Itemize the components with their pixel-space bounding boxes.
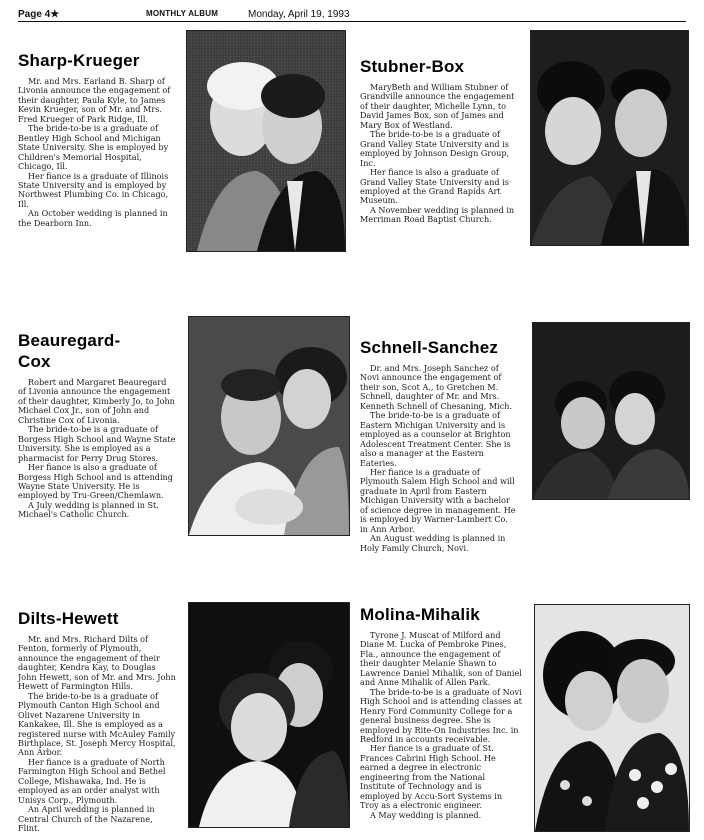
issue-date: Monday, April 19, 1993 (248, 9, 350, 20)
announcement-headline: Molina-Mihalik (360, 605, 480, 624)
announcement-paragraph: Her fiance is also a graduate of Borgess High School and is attending Wayne State University. He is employed by Tru-Green/Chemlawn. (18, 462, 173, 501)
announcement-paragraph: Mr. and Mrs. Richard Dilts of Fenton, formerly of Plymouth, announce the engagement of their daughter, Kendra Kay, to Douglas John Hewett, son of Mr. and Mrs. John Hewett of Farmington Hills. (18, 634, 176, 692)
announcement-paragraph: Her fiance is a graduate of North Farmington High School and Bethel College, Mishawaka, Ind. He is employed as an order analyst with Unisys Corp., Plymouth. (18, 756, 166, 805)
announcement-paragraph: The bride-to-be is a graduate of Grand Valley State University and is employed by Johnson Design Group, Inc. (360, 129, 510, 168)
announcement-sharp-krueger (18, 50, 176, 228)
announcement-stubner-box (360, 56, 518, 225)
announcement-paragraph: The bride-to-be is a graduate of Plymouth Canton High School and Olivet Nazarene University in Kankakee, Ill. She is employed as a registered nurse with McAuley Family Birthplace, St. Joseph Mercy Hospital, Ann Arbor. (18, 690, 176, 758)
couple-photo-dilts-hewett (188, 602, 350, 828)
announcement-headline: Dilts-Hewett (18, 609, 119, 628)
announcement-headline: Schnell-Sanchez (360, 338, 499, 357)
announcement-paragraph: The bride-to-be is a graduate of Novi High School and is attending classes at Henry Ford Community College for a general business degree. She is employed by Rite-On Industries Inc. in Redford in accounts receivable. (360, 686, 522, 744)
announcement-paragraph: MaryBeth and William Stubner of Grandville announce the engagement of their daughter, Michelle Lynn, to David James Box, son of James and Mary Box of Westland. (360, 82, 515, 130)
couple-photo-sharp-krueger (186, 30, 346, 252)
header-rule (18, 21, 686, 22)
announcement-dilts-hewett (18, 608, 176, 834)
announcement-paragraph: A May wedding is planned. (370, 809, 482, 820)
announcement-paragraph: The bride-to-be is a graduate of Borgess High School and Wayne State University. She is employed as a pharmacist for Perry Drug Stores. (18, 424, 176, 463)
announcement-paragraph: Her fiance is a graduate of Plymouth Salem High School and will graduate in April from Eastern Michigan University with a bachelor of science degree in management. He is employed by Warner-Lambert Co. in Ann Arbor. (360, 466, 516, 534)
headline-line: Beauregard- (18, 331, 121, 350)
announcement-paragraph: Her fiance is a graduate of Illinois State University and is employed by Northwest Plumbing Co. in Chicago, Ill. (18, 170, 169, 209)
announcement-paragraph: A November wedding is planned in Merriman Road Baptist Church. (360, 204, 515, 225)
couple-photo-molina-mihalik (534, 604, 690, 832)
announcement-paragraph: Dr. and Mrs. Joseph Sanchez of Novi announce the engagement of their son, Scot A., to Gretchen M. Schnell, daughter of Mr. and Mrs. Kenneth Schnell of Chesaning, Mich. (360, 363, 513, 411)
announcement-headline: Stubner-Box (360, 57, 465, 76)
announcement-molina-mihalik (360, 604, 522, 820)
announcement-paragraph: The bride-to-be is a graduate of Eastern Michigan University and is employed as a counselor at Brighton Adolescent Treatment Center. She is also a manager at the Eastern Eateries. (360, 410, 511, 468)
announcement-paragraph: A July wedding is planned in St. Michael's Catholic Church. (18, 499, 159, 520)
headline-line: Cox (18, 352, 51, 371)
couple-photo-beauregard-cox (188, 316, 350, 536)
announcement-paragraph: Her fiance is a graduate of St. Frances Cabrini High School. He earned a degree in electronic engineering from the National Institute of Technology and is employed by Accu-Sort Systems in Troy as a electronic engineer. (360, 743, 503, 811)
announcement-paragraph: An April wedding is planned in Central Church of the Nazarene, Flint. (18, 804, 155, 834)
couple-photo-stubner-box (530, 30, 689, 246)
announcement-paragraph: Tyrone J. Muscat of Milford and Diane M. Lucka of Pembroke Pines, Fla., announce the engagement of their daughter Melanie Shawn to Lawrence Daniel Mihalik, son of Daniel and Anne Mihalik of Allen Park. (360, 630, 522, 688)
announcement-paragraph: An August wedding is planned in Holy Family Church, Novi. (360, 533, 506, 553)
section-name: MONTHLY ALBUM (146, 9, 219, 18)
announcement-headline: Sharp-Krueger (18, 51, 140, 70)
announcement-beauregard-cox (18, 330, 176, 520)
couple-photo-schnell-sanchez (532, 322, 690, 500)
announcement-paragraph: Her fiance is also a graduate of Grand Valley State University and is employed at the Grand Rapids Art Museum. (360, 167, 509, 206)
page-number: Page 4★ (18, 9, 60, 20)
announcement-paragraph: The bride-to-be is a graduate of Bentley High School and Michigan State University. She is employed by Children's Memorial Hospital, Chicago, Ill. (18, 123, 169, 172)
page-header (0, 0, 704, 26)
announcement-schnell-sanchez (360, 337, 518, 553)
announcement-paragraph: Mr. and Mrs. Earland B. Sharp of Livonia announce the engagement of their daughter, Paula Kyle, to James Kevin Krueger, son of Mr. and Mrs. Fred Krueger of Park Ridge, Ill. (18, 76, 171, 124)
announcement-headline (18, 330, 176, 372)
announcement-paragraph: Robert and Margaret Beauregard of Livonia announce the engagement of their daughter, Kimberly Jo, to John Michael Cox Jr., son of John and Christine Cox of Livonia. (18, 377, 175, 425)
announcement-paragraph: An October wedding is planned in the Dearborn Inn. (18, 208, 168, 228)
